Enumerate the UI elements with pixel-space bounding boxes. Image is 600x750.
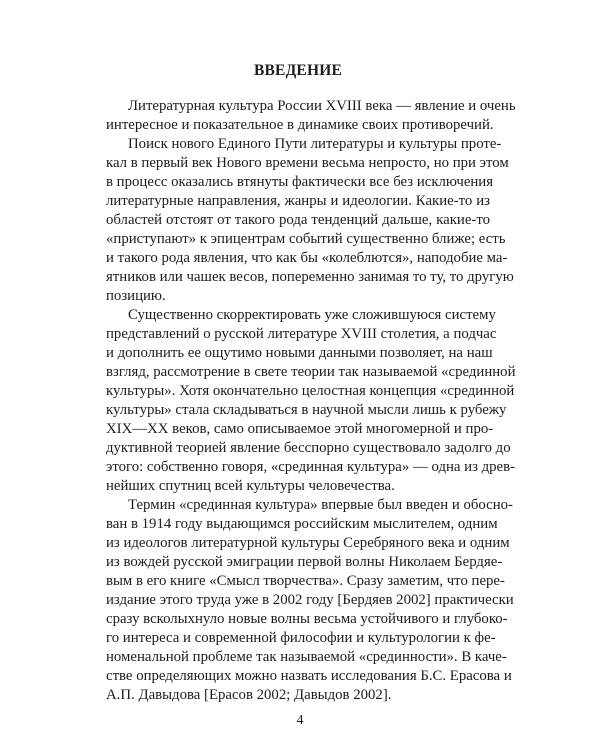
page-number: 4 — [296, 713, 304, 728]
paragraph — [106, 97, 516, 135]
text-line: ван в 1914 году выдающимся российским мыслителем, одним — [106, 516, 498, 532]
book-page — [106, 62, 516, 705]
text-line: А.П. Давыдова [Ерасов 2002; Давыдов 2002]. — [106, 687, 392, 703]
paragraph — [106, 496, 514, 705]
text-line: культуры» стала складываться в научной мысли лишь к рубежу — [106, 402, 507, 418]
text-line: Существенно скорректировать уже сложившуюся систему — [128, 307, 496, 323]
text-line: из идеологов литературной культуры Серебряного века и одним — [106, 535, 510, 551]
paragraph — [106, 306, 516, 496]
text-line: областей отстоят от такого рода тенденций дальше, какие-то — [106, 212, 490, 228]
text-line: Литературная культура России XVIII века — явление и очень — [128, 98, 516, 114]
text-line: и такого рода явления, что как бы «колеблются», наподобие ма- — [106, 250, 508, 266]
body-text — [106, 97, 516, 705]
text-line: культуры». Хотя окончательно целостная концепция «срединной — [106, 383, 515, 399]
text-line: этого: собственно говоря, «срединная культура» — одна из древ- — [106, 459, 516, 475]
text-line: из вождей русской эмиграции первой волны Николаем Бердяе- — [106, 554, 503, 570]
text-line: Поиск нового Единого Пути литературы и культуры протe- — [128, 136, 502, 152]
text-line: сразу всколыхнуло новые волны весьма устойчивого и глубоко- — [106, 611, 508, 627]
chapter-heading: ВВЕДЕНИЕ — [253, 62, 343, 79]
text-line: интересное и показательное в динамике своих противоречий. — [106, 117, 494, 133]
text-line: в процесс оказались втянуты фактически все без исключения — [106, 174, 494, 190]
text-line: дуктивной теорией явление бесспорно существовало задолго до — [106, 440, 511, 456]
text-line: стве определяющих можно назвать исследования Б.С. Ерасова и — [106, 668, 512, 684]
text-line: Термин «срединная культура» впервые был введен и обосно- — [128, 497, 513, 513]
text-line: вым в его книге «Смысл творчества». Сразу заметим, что пере- — [106, 573, 505, 589]
text-line: позицию. — [106, 288, 166, 304]
text-line: нейших спутниц всей культуры человечества. — [106, 478, 395, 494]
text-line: и дополнить ее ощутимо новыми данными позволяет, на наш — [106, 345, 493, 361]
text-line: литературные направления, жанры и идеологии. Какие-то из — [106, 193, 490, 209]
text-line: ятников или чашек весов, попеременно занимая то ту, то другую — [106, 269, 514, 285]
text-line: взгляд, рассмотрение в свете теории так называемой «срединной — [106, 364, 516, 380]
text-line: номенальной проблеме так называемой «срединности». В каче- — [106, 649, 507, 665]
text-line: «приступают» к эпицентрам событий существенно ближе; есть — [106, 231, 506, 247]
paragraph — [106, 135, 514, 306]
text-line: издание этого труда уже в 2002 году [Бердяев 2002] практически — [106, 592, 514, 608]
text-line: представлений о русской литературе XVIII столетия, а подчас — [106, 326, 497, 342]
text-line: го интереса и современной философии и культурологии к фе- — [106, 630, 496, 646]
text-line: кал в первый век Нового времени весьма непросто, но при этом — [106, 155, 509, 171]
text-line: XIX—XX веков, само описываемое этой многомерной и про- — [106, 421, 494, 437]
